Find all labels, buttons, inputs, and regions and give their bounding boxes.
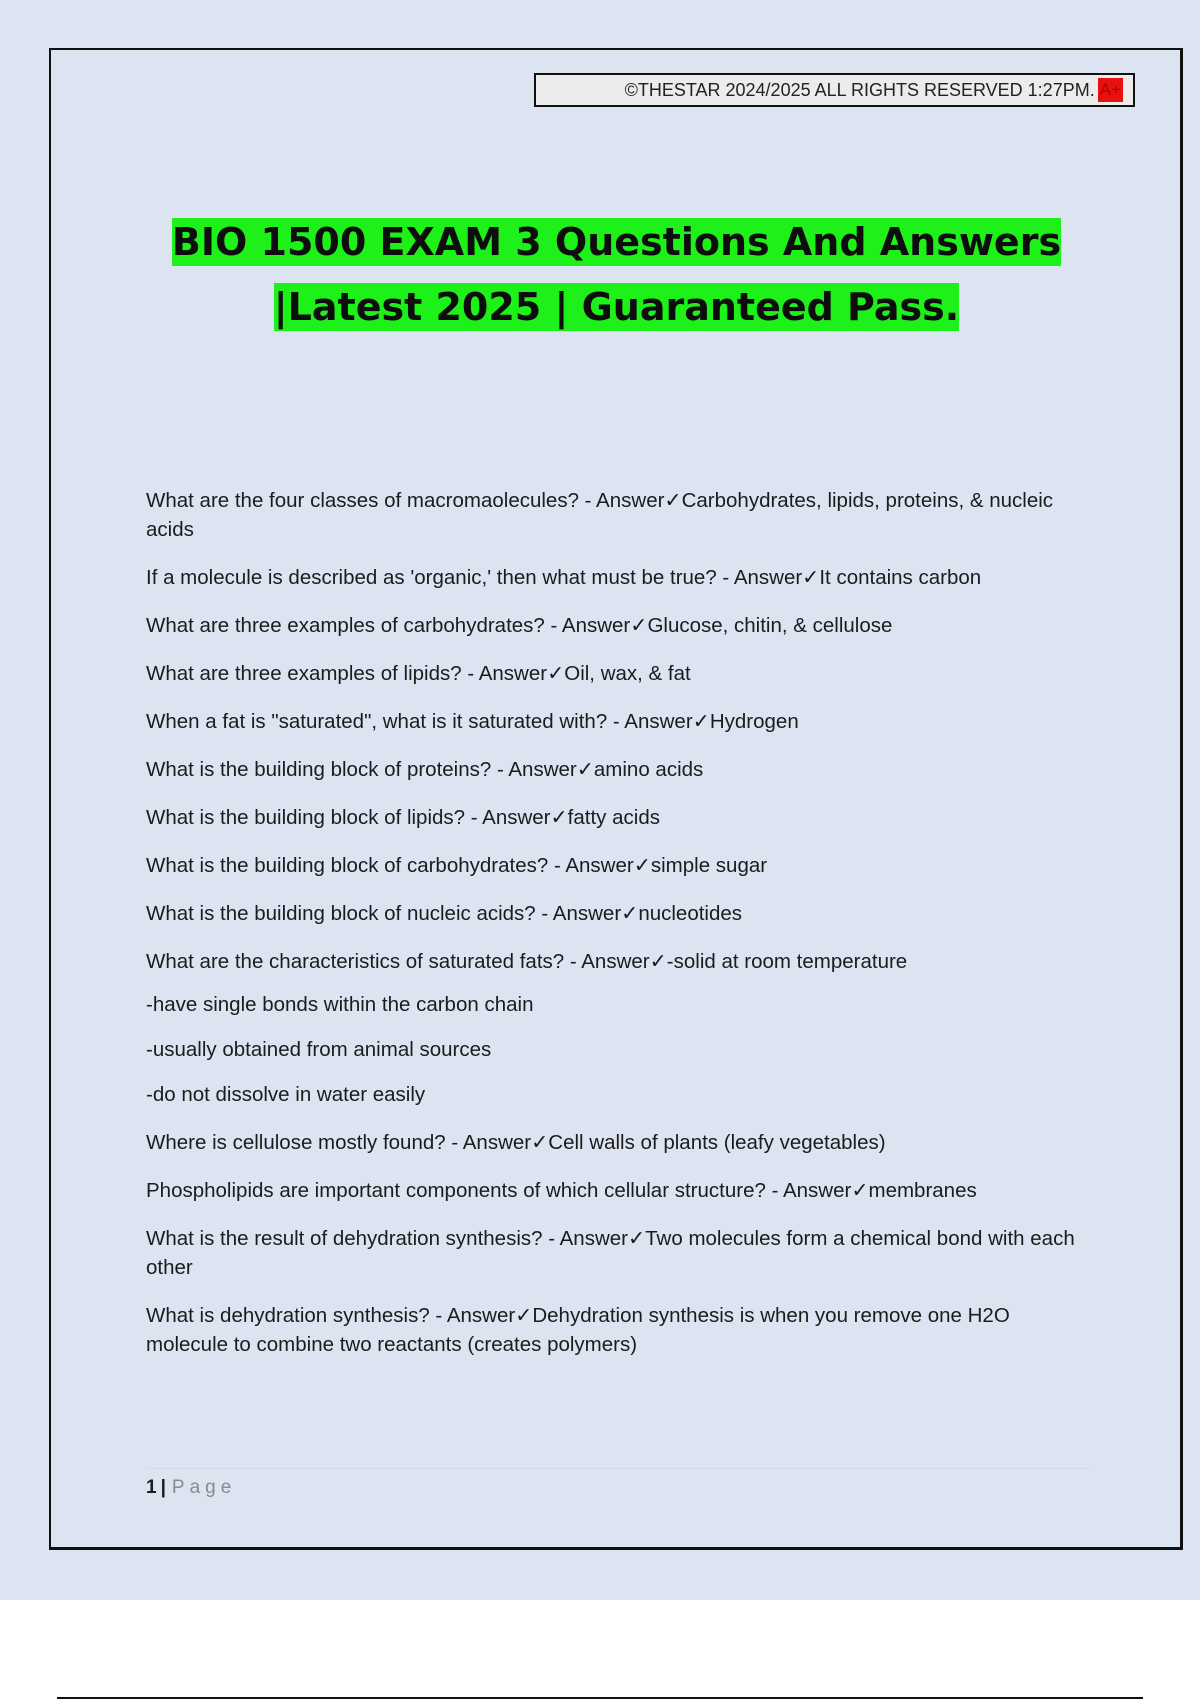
bottom-divider	[57, 1697, 1143, 1699]
title-line-2: |Latest 2025 | Guaranteed Pass.	[273, 285, 960, 329]
qa-item: What is the building block of carbohydrates? - Answer✓simple sugar	[146, 854, 768, 877]
qa-item: If a molecule is described as 'organic,' then what must be true? - Answer✓It contains carbon	[146, 566, 982, 589]
qa-sub-item: -usually obtained from animal sources	[146, 1038, 492, 1061]
qa-item: What are the characteristics of saturated fats? - Answer✓-solid at room temperature	[146, 950, 908, 973]
qa-item: What are three examples of carbohydrates? - Answer✓Glucose, chitin, & cellulose	[146, 614, 893, 637]
qa-sub-item: -do not dissolve in water easily	[146, 1083, 426, 1106]
qa-item: When a fat is "saturated", what is it saturated with? - Answer✓Hydrogen	[146, 710, 799, 733]
qa-item: What are the four classes of macromaolecules? - Answer✓Carbohydrates, lipids, proteins, & nucleic acids	[146, 489, 1054, 541]
qa-item: Where is cellulose mostly found? - Answer✓Cell walls of plants (leafy vegetables)	[146, 1131, 886, 1154]
qa-item: What is the building block of nucleic acids? - Answer✓nucleotides	[146, 902, 743, 925]
page-number: 1	[146, 1477, 157, 1498]
qa-item: What is dehydration synthesis? - Answer✓Dehydration synthesis is when you remove one H2O molecule to combine two reactants (creates polymers)	[146, 1304, 1010, 1356]
qa-sub-item: -have single bonds within the carbon chain	[146, 993, 534, 1016]
page-footer	[146, 1468, 1090, 1499]
qa-item: Phospholipids are important components of which cellular structure? - Answer✓membranes	[146, 1179, 977, 1202]
grade-badge: A+	[1098, 78, 1123, 102]
copyright-text: ©THESTAR 2024/2025 ALL RIGHTS RESERVED 1:27PM.	[624, 79, 1095, 100]
qa-item: What are three examples of lipids? - Answer✓Oil, wax, & fat	[146, 662, 691, 685]
qa-item: What is the result of dehydration synthesis? - Answer✓Two molecules form a chemical bond with each other	[146, 1227, 1075, 1279]
qa-list	[146, 486, 1086, 1378]
qa-item: What is the building block of proteins? - Answer✓amino acids	[146, 758, 704, 781]
page-label: Page	[171, 1477, 237, 1498]
document-title	[100, 210, 1133, 340]
copyright-header	[534, 73, 1135, 107]
title-line-1: BIO 1500 EXAM 3 Questions And Answers	[171, 220, 1062, 264]
qa-item: What is the building block of lipids? - Answer✓fatty acids	[146, 806, 660, 829]
footer-separator: |	[160, 1477, 166, 1498]
